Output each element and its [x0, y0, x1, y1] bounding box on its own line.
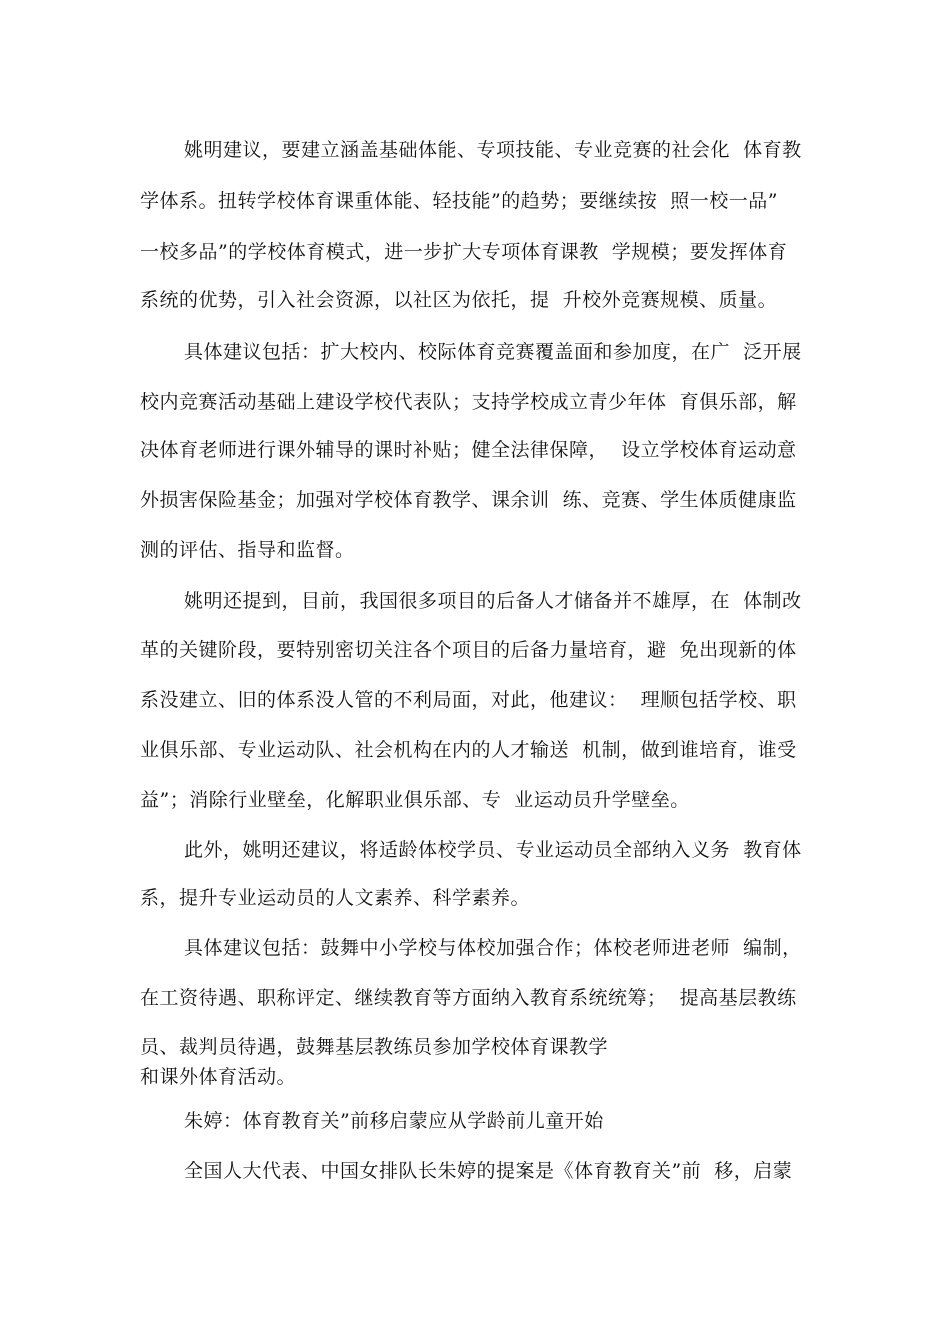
paragraph-5-line-2: 在工资待遇、职称评定、继续教育等方面纳入教育系统统筹； 提高基层教练: [140, 987, 797, 1009]
paragraph-1-line-3: 一校多品”的学校体育模式，进一步扩大专项体育课教 学规模；要发挥体育: [140, 241, 788, 263]
paragraph-2-line-2: 校内竞赛活动基础上建设学校代表队；支持学校成立青少年体 育俱乐部，解: [140, 391, 797, 413]
section-heading: 朱婷：体育教育关”前移启蒙应从学龄前儿童开始: [184, 1110, 604, 1132]
paragraph-5-line-1: 具体建议包括：鼓舞中小学校与体校加强合作；体校老师进老师 编制，: [184, 937, 802, 959]
paragraph-2-line-1: 具体建议包括：扩大校内、校际体育竞赛覆盖面和参加度，在广 泛开展: [184, 341, 802, 363]
paragraph-2-line-5: 测的评估、指导和监督。: [140, 539, 355, 561]
paragraph-4-line-1: 此外，姚明还建议，将适龄体校学员、专业运动员全部纳入义务 教育体: [184, 839, 802, 861]
paragraph-3-line-3: 系没建立、旧的体系没人管的不利局面，对此，他建议： 理顺包括学校、职: [140, 689, 797, 711]
paragraph-2-line-3: 决体育老师进行课外辅导的课时补贴；健全法律保障， 设立学校体育运动意: [140, 439, 797, 461]
paragraph-5-line-4: 和课外体育活动。: [140, 1066, 297, 1088]
paragraph-3-line-4: 业俱乐部、专业运动队、社会机构在内的人才输送 机制，做到谁培育，谁受: [140, 739, 797, 761]
paragraph-1-line-2: 学体系。扭转学校体育课重体能、轻技能”的趋势；要继续按 照一校一品”: [140, 190, 779, 212]
paragraph-1-line-1: 姚明建议，要建立涵盖基础体能、专项技能、专业竞赛的社会化 体育教: [184, 139, 802, 161]
paragraph-2-line-4: 外损害保险基金；加强对学校体育教学、课余训 练、竞赛、学生体质健康监: [140, 489, 797, 511]
paragraph-7-line-1: 全国人大代表、中国女排队长朱婷的提案是《体育教育关”前 移，启蒙: [184, 1160, 793, 1182]
paragraph-3-line-1: 姚明还提到，目前，我国很多项目的后备人才储备并不雄厚，在 体制改: [184, 590, 802, 612]
paragraph-3-line-2: 革的关键阶段，要特别密切关注各个项目的后备力量培育，避 免出现新的体: [140, 639, 797, 661]
paragraph-1-line-4: 系统的优势，引入社会资源，以社区为依托，提 升校外竞赛规模、质量。: [140, 289, 778, 311]
paragraph-5-line-3: 员、裁判员待遇，鼓舞基层教练员参加学校体育课教学: [140, 1036, 609, 1058]
paragraph-4-line-2: 系，提升专业运动员的人文素养、科学素养。: [140, 887, 531, 909]
paragraph-3-line-5: 益”；消除行业壁垒，化解职业俱乐部、专 业运动员升学壁垒。: [140, 789, 690, 811]
